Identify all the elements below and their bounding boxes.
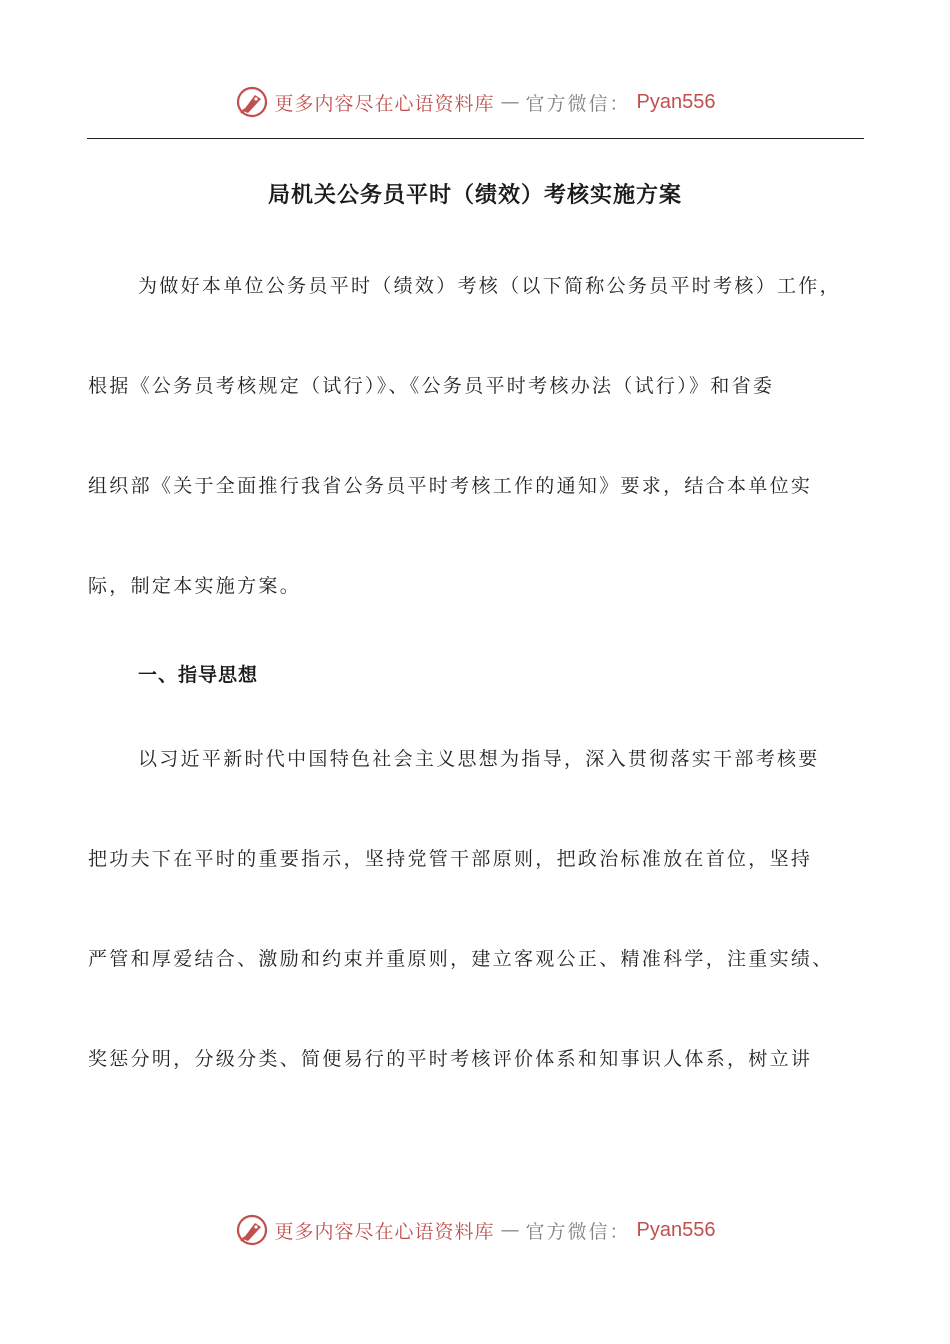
header-divider: [87, 138, 864, 139]
document-title: 局机关公务员平时（绩效）考核实施方案: [267, 183, 682, 208]
banner-brand: 更多内容尽在心语资料库: [274, 1220, 495, 1243]
section-heading: 一、指导思想: [138, 664, 259, 686]
paragraph-line: 为做好本单位公务员平时（绩效）考核（以下简称公务员平时考核）工作，: [138, 275, 841, 297]
paragraph-line: 际，制定本实施方案。: [88, 575, 302, 597]
banner-wechat-id: Pyan556: [636, 1218, 716, 1241]
paragraph-line: 把功夫下在平时的重要指示，坚持党管干部原则，把政治标准放在首位，坚持: [88, 848, 813, 870]
banner-dash: —: [500, 91, 520, 113]
header-banner: [0, 82, 950, 122]
paragraph-line: 以习近平新时代中国特色社会主义思想为指导，深入贯彻落实干部考核要: [138, 748, 820, 770]
paragraph-line: 组织部《关于全面推行我省公务员平时考核工作的通知》要求，结合本单位实: [88, 475, 813, 497]
banner-wechat-label: 官方微信：: [525, 92, 631, 115]
banner-wechat-label: 官方微信：: [525, 1220, 631, 1243]
banner-wechat-id: Pyan556: [636, 90, 716, 113]
footer-banner: [0, 1210, 950, 1250]
pen-nib-circle-icon: [235, 85, 269, 119]
pen-nib-circle-icon: [235, 1213, 269, 1247]
banner-brand: 更多内容尽在心语资料库: [274, 92, 495, 115]
paragraph-line: 奖惩分明，分级分类、简便易行的平时考核评价体系和知事识人体系，树立讲: [88, 1048, 813, 1070]
paragraph-line: 根据《公务员考核规定（试行）》、《公务员平时考核办法（试行）》和省委: [88, 375, 775, 397]
banner-dash: —: [500, 1219, 520, 1241]
paragraph-line: 严管和厚爱结合、激励和约束并重原则，建立客观公正、精准科学，注重实绩、: [88, 948, 834, 970]
